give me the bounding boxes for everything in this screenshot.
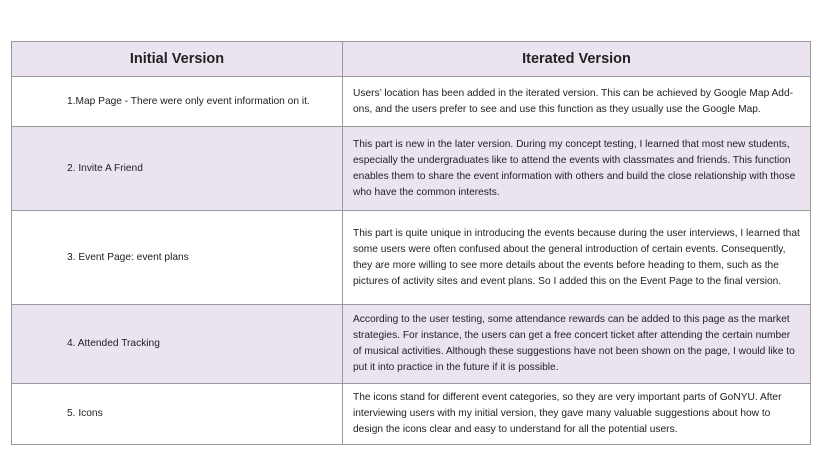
- initial-cell: 4. Attended Tracking: [12, 305, 343, 384]
- initial-cell: 3. Event Page: event plans: [12, 211, 343, 305]
- iterated-cell: The icons stand for different event categories, so they are very important parts of GoNYU. After interviewing users with my initial version, they gave many valuable suggestions about how to design the icons clear and easy to understand for all the potential users.: [343, 384, 811, 445]
- table-row: [12, 305, 811, 384]
- header-iterated-version: Iterated Version: [343, 42, 811, 77]
- initial-cell: 5. Icons: [12, 384, 343, 445]
- iterated-cell: According to the user testing, some attendance rewards can be added to this page as the market strategies. For instance, the users can get a free concert ticket after attending the certain number of musical activities. Although these suggestions have not been shown on the page, I would like to put it into practice in the future if it is possible.: [343, 305, 811, 384]
- table-row: [12, 211, 811, 305]
- table-row: [12, 384, 811, 445]
- initial-cell: 2. Invite A Friend: [12, 127, 343, 211]
- iterated-cell: This part is quite unique in introducing the events because during the user interviews, I learned that some users were often confused about the general introduction of certain events. Consequently, they are more willing to see more details about the events before heading to them, such as the pictures of activity sites and event plans. So I added this on the Event Page to the final version.: [343, 211, 811, 305]
- header-initial-version: Initial Version: [12, 42, 343, 77]
- initial-cell: 1.Map Page - There were only event information on it.: [12, 77, 343, 127]
- table-row: [12, 127, 811, 211]
- header-row: [12, 42, 811, 77]
- table-row: [12, 77, 811, 127]
- iterated-cell: Users’ location has been added in the iterated version. This can be achieved by Google Map Add-ons, and the users prefer to see and use this function as they usually use the Google Map.: [343, 77, 811, 127]
- comparison-table-container: [11, 41, 810, 445]
- iterated-cell: This part is new in the later version. During my concept testing, I learned that most new students, especially the undergraduates like to attend the events with classmates and friends. This function enables them to share the event information with others and build the close relationship with those who have the common interests.: [343, 127, 811, 211]
- comparison-table: [11, 41, 811, 445]
